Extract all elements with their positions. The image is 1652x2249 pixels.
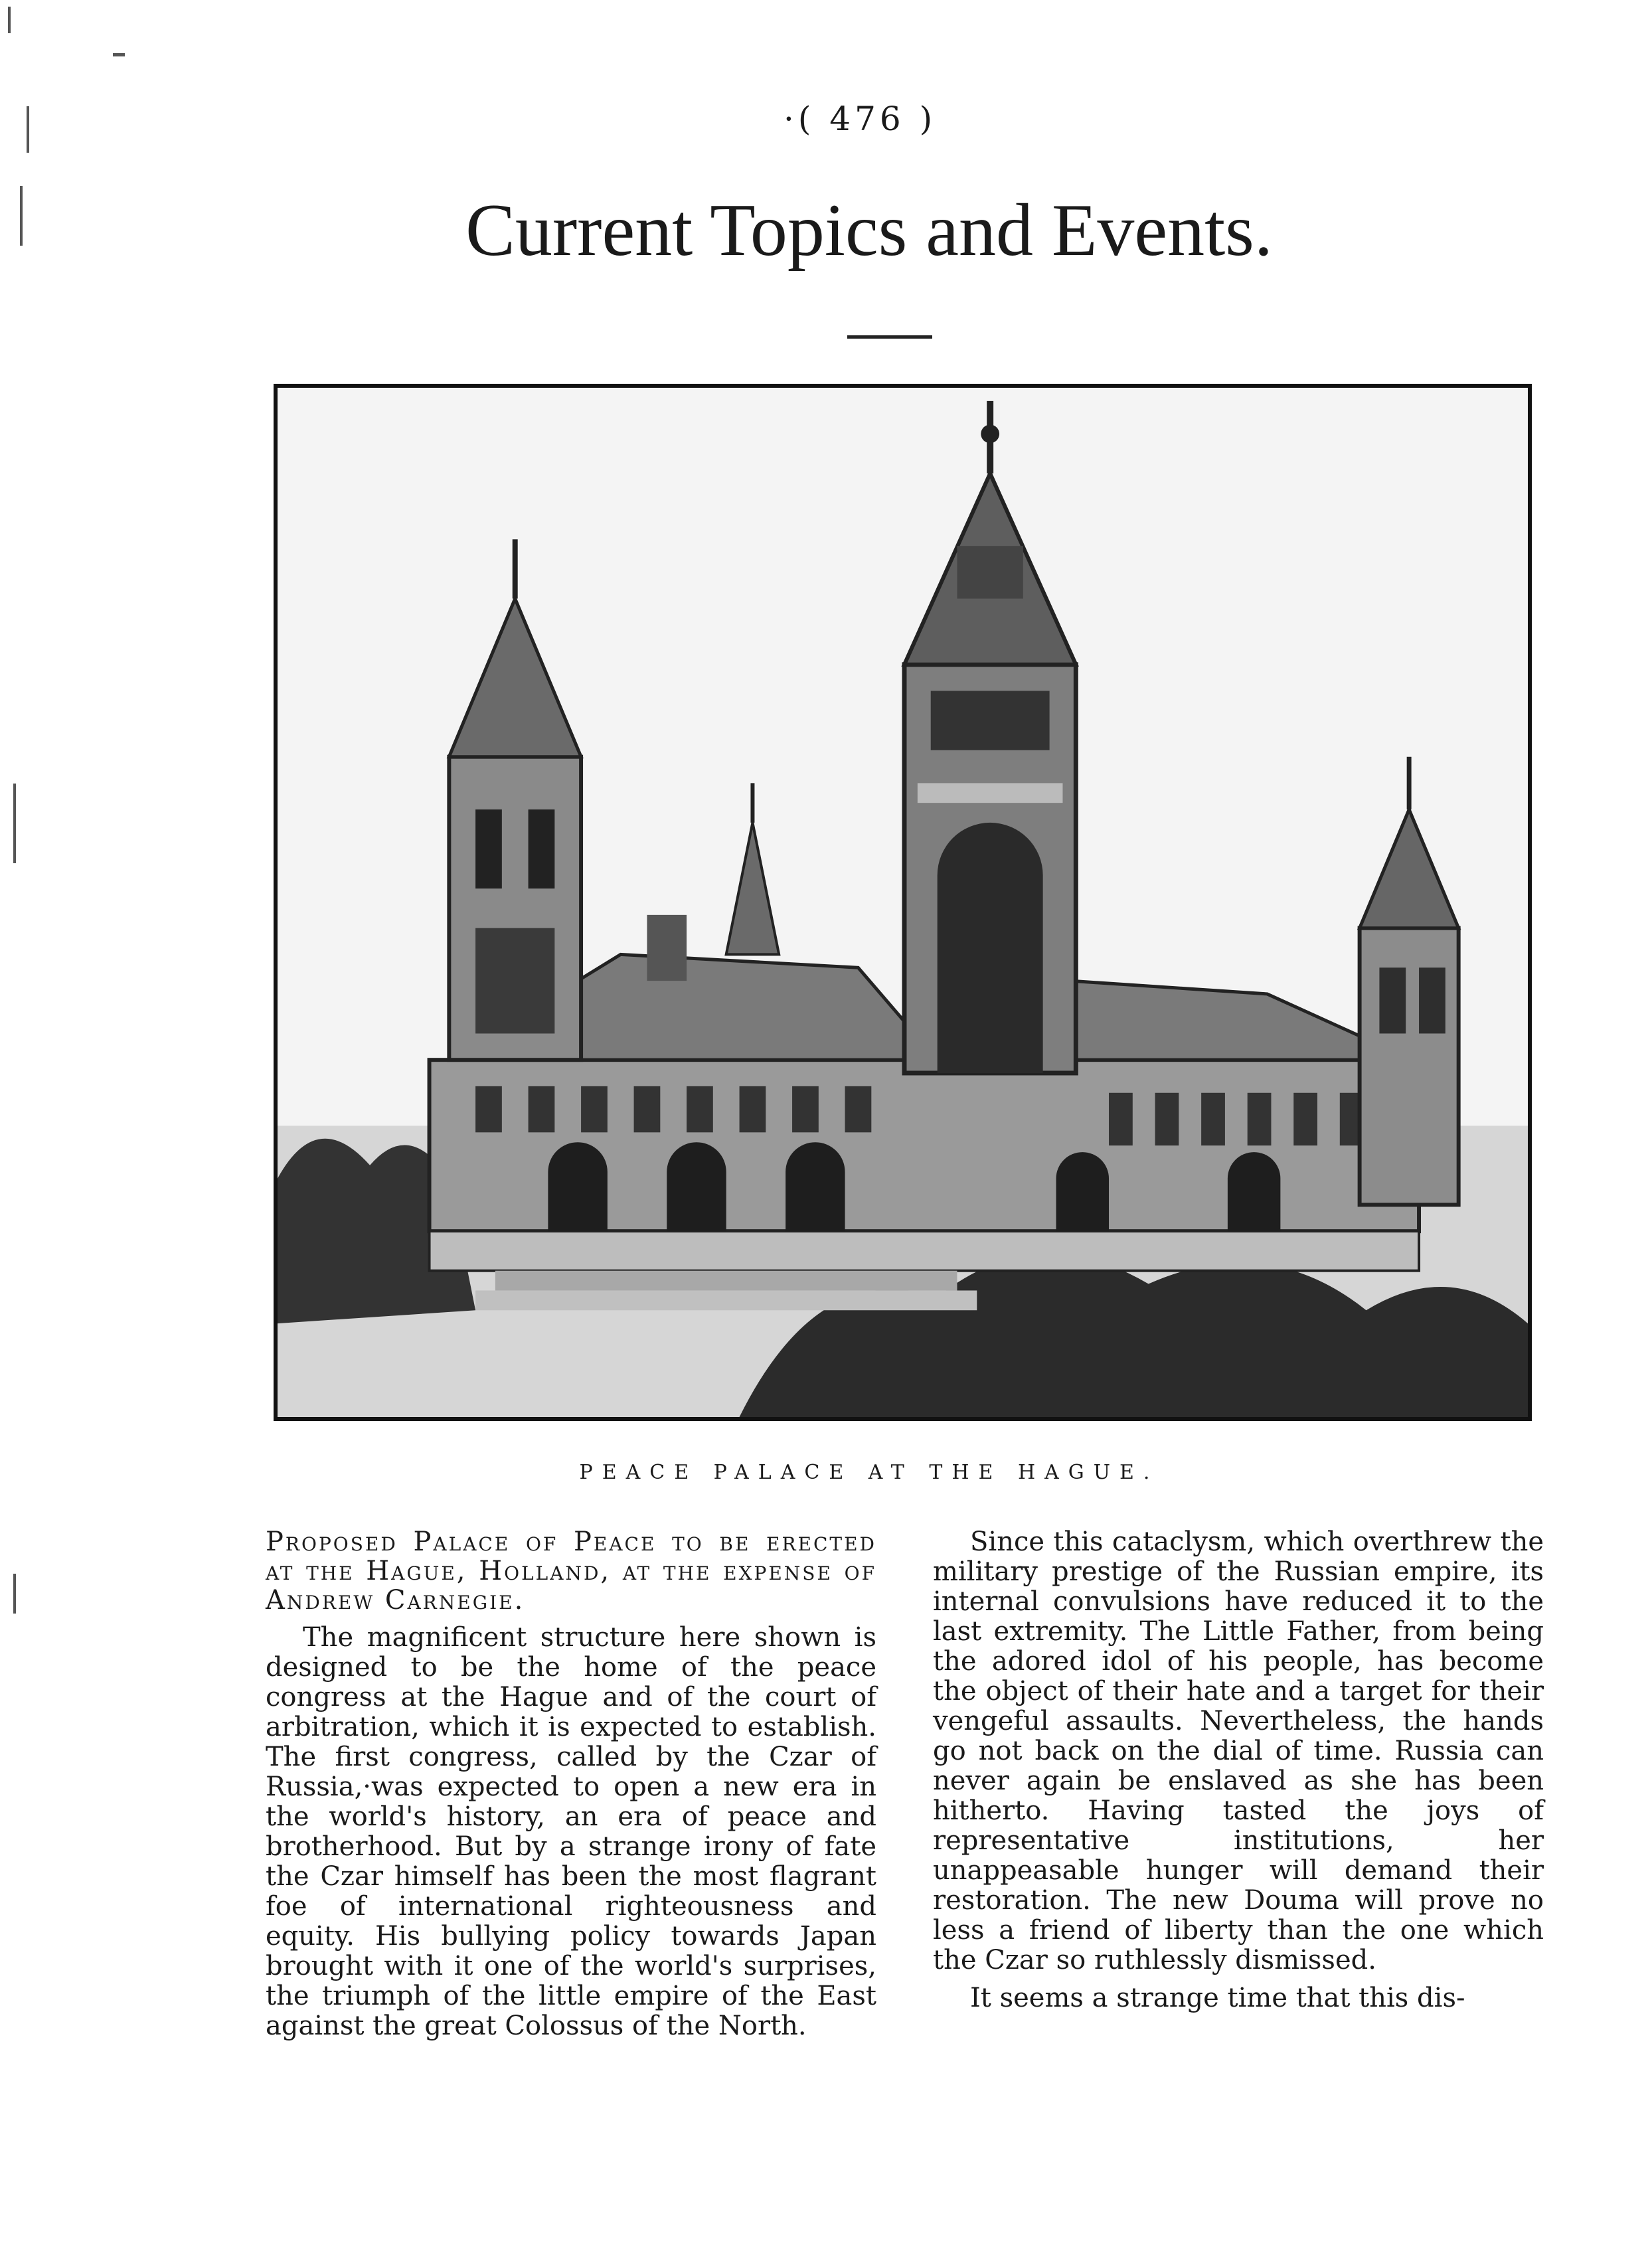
margin-mark xyxy=(13,784,16,863)
paragraph: The magnificent structure here shown is designed to be the home of the peace congress at the Hague and of the court of arbitration, which it is expected to establish. The first congress, called by the Czar of Russia,·was expected to open a new era in the world's history, an era of peace and brotherhood. But by a strange irony of fate the Czar himself has been the most flagrant foe of international righteousness and equity. His bullying policy towards Japan brought with it one of the world's surprises, the triumph of the little empire of the East against the great Colossus of the North. xyxy=(266,1622,876,2041)
peace-palace-photo xyxy=(274,384,1532,1421)
margin-mark xyxy=(27,106,29,153)
page-number: ·( 476 ) xyxy=(784,100,937,138)
article-lead: Proposed Palace of Peace to be erected at the Hague, Holland, at the expense of Andrew Carnegie. xyxy=(266,1527,876,1616)
peace-palace-illustration xyxy=(278,388,1528,1417)
title-rule xyxy=(847,335,932,339)
margin-mark xyxy=(113,53,125,56)
margin-mark xyxy=(8,7,11,33)
paragraph: Since this cataclysm, which overthrew the military prestige of the Russian empire, its internal convulsions have reduced it to the last extremity. The Little Father, from being the adored idol of his people, has become the object of their hate and a target for their vengeful assaults. Nevertheless, the hands go not back on the dial of time. Russia can never again be enslaved as she has been hitherto. Having tasted the joys of representative institutions, her unappeasable hunger will demand their restoration. The new Douma will prove no less a friend of liberty than the one which the Czar so ruthlessly dismissed. xyxy=(933,1527,1544,1975)
paragraph: It seems a strange time that this dis- xyxy=(970,1983,1465,2013)
text-column-right xyxy=(933,1527,1544,2013)
text-column-left xyxy=(266,1527,876,2041)
page-title: Current Topics and Events. xyxy=(465,189,1273,272)
margin-mark xyxy=(13,1574,16,1614)
photo-caption: PEACE PALACE AT THE HAGUE. xyxy=(579,1461,1159,1484)
